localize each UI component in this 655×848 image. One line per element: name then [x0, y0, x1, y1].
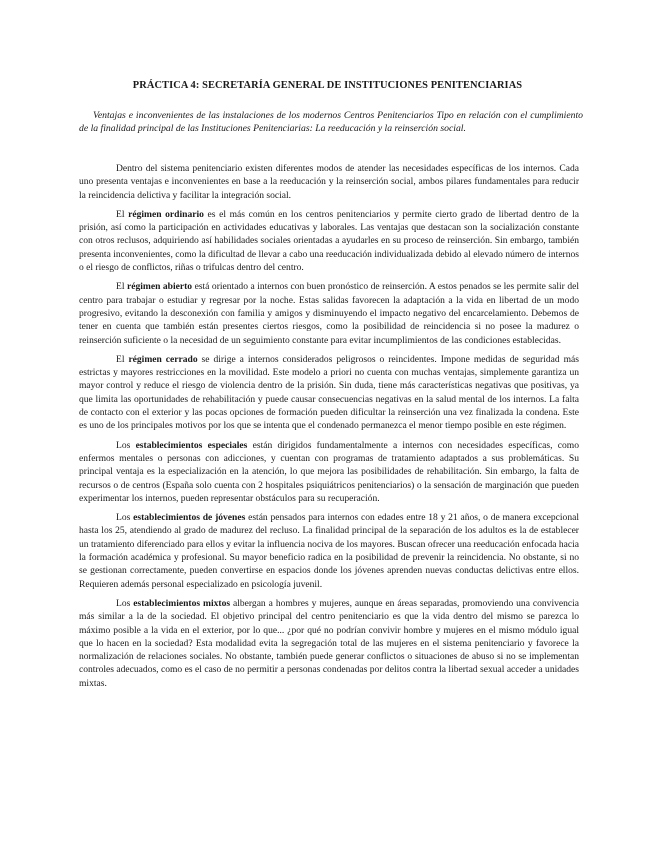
paragraph-regimen-cerrado [79, 353, 579, 433]
paragraph-text: están pensados para internos con edades entre 18 y 21 años, o de manera excepcional hasta los 25, atendiendo al grado de madurez del recluso. La finalidad principal de la separación de los adultos es la de establecer un tratamiento diferenciado para ellos y evitar la influencia nociva de los mayores. Buscan ofrecer una reeducación enfocada hacia la formación académica y profesional. Su mayor beneficio radica en la posibilidad de prevenir la reincidencia. No obstante, si no se gestionan correctamente, pueden convertirse en espacios donde los jóvenes aprenden nuevas conductas delictivas entre ellos. Requieren además personal especializado en psicología juvenil. [79, 512, 579, 590]
paragraph-lead: El [116, 281, 127, 293]
paragraph-term: régimen cerrado [128, 353, 198, 365]
document-body [79, 162, 579, 696]
paragraph-intro [79, 162, 579, 202]
paragraph-text: albergan a hombres y mujeres, aunque en áreas separadas, promoviendo una convivencia más similar a la de la sociedad. El objetivo principal del centro penitenciario es que la vida dentro del mismo se parezca lo máximo posible a la vida en el exterior, por lo que... ¿por qué no podrían convivir hombre y mujeres en el mismo módulo igual que lo hacen en la sociedad? Esta modalidad evita la segregación total de las mujeres en el sistema penitenciario y favorece la normalización de relaciones sociales. No obstante, también puede generar conflictos o situaciones de abuso si no se implementan controles adecuados, como es el caso de no permitir a personas condenadas por delitos contra la libertad sexual acceder a unidades mixtas. [79, 597, 580, 689]
paragraph-establecimientos-especiales [79, 439, 579, 505]
paragraph-text: Dentro del sistema penitenciario existen diferentes modos de atender las necesidades específicas de los internos. Cada uno presenta ventajas e inconvenientes en base a la reeducación y la reinserción social, ambos pilares fundamentales para reducir la reincidencia delictiva y facilitar la integración social. [79, 163, 579, 201]
paragraph-term: régimen abierto [127, 281, 193, 293]
paragraph-lead: Los [116, 597, 134, 609]
paragraph-term: establecimientos de jóvenes [133, 512, 246, 524]
paragraph-establecimientos-mixtos [79, 597, 579, 690]
paragraph-term: establecimientos especiales [135, 439, 248, 451]
paragraph-term: régimen ordinario [128, 208, 204, 220]
paragraph-lead: Los [116, 512, 134, 524]
paragraph-lead: Los [116, 439, 136, 451]
paragraph-text: está orientado a internos con buen pronóstico de reinserción. A estos penados se les permite salir del centro para trabajar o estudiar y regresar por la noche. Estas salidas favorecen la adaptación a la vida en libertad de un modo progresivo, evitando la desconexión con familia y amigos y disminuyendo el impacto negativo del encarcelamiento. Debemos de tener en cuenta que también están presentes ciertos riesgos, como la posibilidad de reincidencia si no posee la madurez o reinserción suficiente o la necesidad de un seguimiento constante para evitar incumplimientos de las condiciones establecidas. [79, 281, 580, 346]
page-subtitle: Ventajas e inconvenientes de las instalaciones de los modernos Centros Penitenciarios Tipo en relación con el cumplimiento de la finalidad principal de las Instituciones Penitenciarias: La reeducación y la reinserción social. [79, 110, 583, 134]
paragraph-lead: El [116, 353, 129, 365]
paragraph-term: establecimientos mixtos [133, 597, 231, 609]
paragraph-regimen-abierto [79, 280, 579, 346]
page-title: PRÁCTICA 4: SECRETARÍA GENERAL DE INSTITUCIONES PENITENCIARIAS [132, 80, 523, 91]
paragraph-regimen-ordinario [79, 208, 579, 274]
paragraph-establecimientos-jovenes [79, 511, 579, 591]
paragraph-text: es el más común en los centros penitenciarios y permite cierto grado de libertad dentro de la prisión, así como la participación en actividades educativas y laborales. Las ventajas que destacan son la socialización constante con otros reclusos, adquiriendo así habilidades sociales orientadas a ayudarles en su proceso de reinserción. Sin embargo, también presenta inconvenientes, como la dificultad de llevar a cabo una reeducación individualizada debido al elevado número de internos o el riesgo de conflictos, riñas o trifulcas dentro del centro. [79, 208, 580, 274]
paragraph-text: se dirige a internos considerados peligrosos o reincidentes. Impone medidas de seguridad más estrictas y mayores restricciones en la movilidad. Este modelo a priori no cuenta con muchas ventajas, simplemente garantiza un mayor control y reduce el riesgo de violencia dentro de la prisión. Sin duda, tiene más características negativas que positivas, ya que limita las oportunidades de rehabilitación y puede causar consecuencias negativas en la salud mental de los internos. La falta de contacto con el exterior y las pocas opciones de formación pueden dificultar la reinserción una vez finalizada la condena. Este es uno de los principales motivos por los que se intenta que el condenado permanezca el menor tiempo posible en este régimen. [79, 353, 579, 432]
paragraph-text: están dirigidos fundamentalmente a internos con necesidades específicas, como enfermos mentales o personas con adicciones, y cuentan con programas de tratamiento adaptados a sus problemáticas. Su principal ventaja es la especialización en la atención, lo que mejora las posibilidades de rehabilitación. Sin embargo, la falta de recursos o de centros (España solo cuenta con 2 hospitales psiquiátricos penitenciarios) o la sensación de marginación que pueden experimentar los internos, pueden representar obstáculos para su recuperación. [79, 439, 579, 504]
paragraph-lead: El [116, 208, 129, 220]
